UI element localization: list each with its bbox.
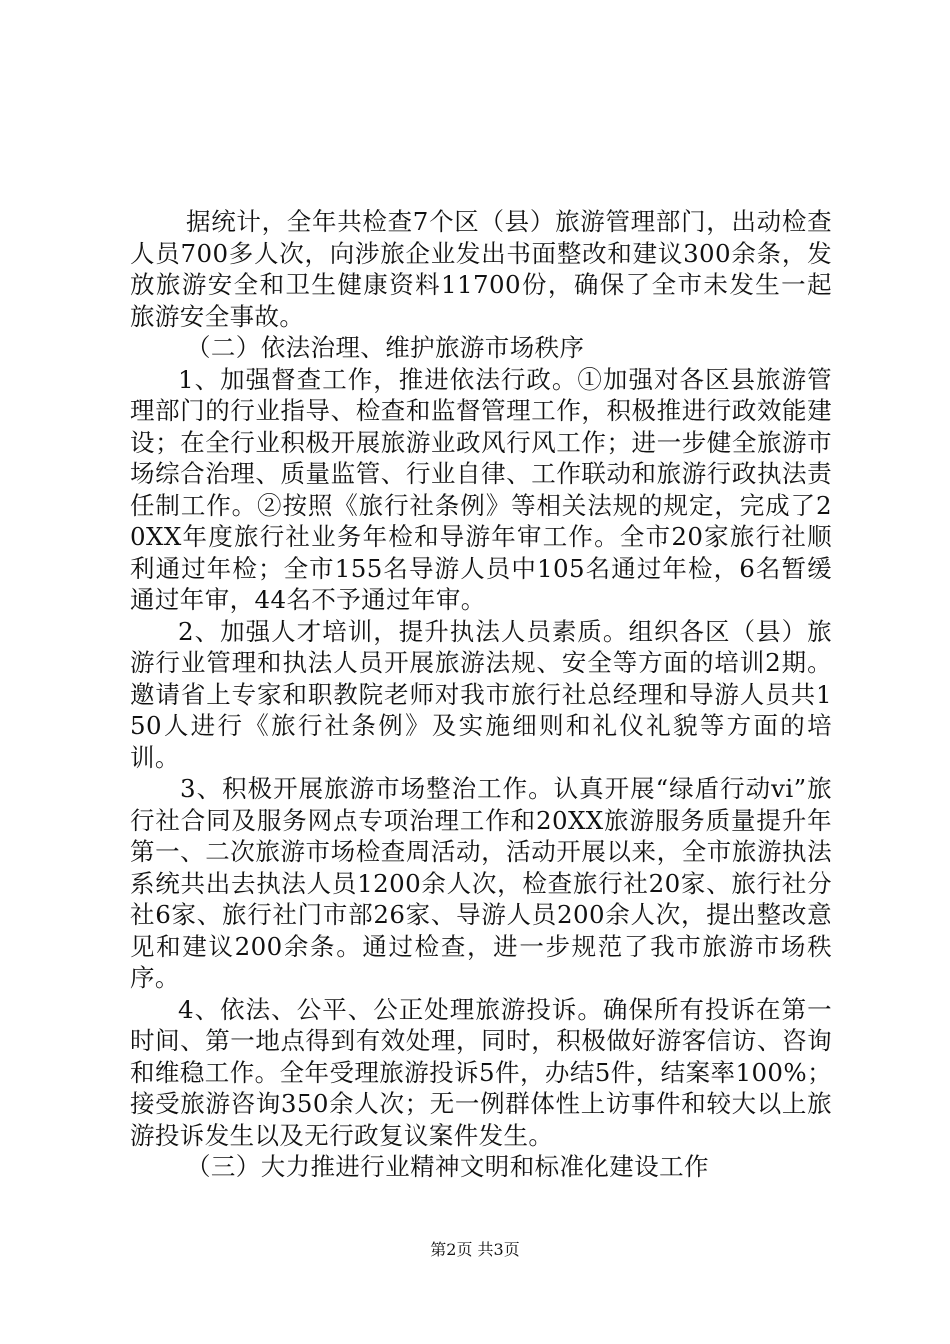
paragraph-item-2: 2、加强人才培训，提升执法人员素质。组织各区（县）旅游行业管理和执法人员开展旅游法规、安全等方面的培训2期。邀请省上专家和职教院老师对我市旅行社总经理和导游人员共150人进行《旅行社条例》及实施细则和礼仪礼貌等方面的培训。 — [130, 616, 832, 772]
document-body — [130, 206, 832, 1183]
paragraph-item-4: 4、依法、公平、公正处理旅游投诉。确保所有投诉在第一时间、第一地点得到有效处理，同时，积极做好游客信访、咨询和维稳工作。全年受理旅游投诉5件，办结5件，结案率100%；接受旅游咨询350余人次；无一例群体性上访事件和较大以上旅游投诉发生以及无行政复议案件发生。 — [130, 994, 832, 1150]
section-heading-3: （三）大力推进行业精神文明和标准化建设工作 — [186, 1152, 709, 1181]
paragraph-inspection-statistics: 据统计，全年共检查7个区（县）旅游管理部门，出动检查人员700多人次，向涉旅企业发出书面整改和建议300余条，发放旅游安全和卫生健康资料11700份，确保了全市未发生一起旅游安全事故。 — [130, 207, 832, 331]
paragraph-item-3: 3、积极开展旅游市场整治工作。认真开展“绿盾行动vi”旅行社合同及服务网点专项治理工作和20XX旅游服务质量提升年第一、二次旅游市场检查周活动，活动开展以来，全市旅游执法系统共出去执法人员1200余人次，检查旅行社20家、旅行社分社6家、旅行社门市部26家、导游人员200余人次，提出整改意见和建议200余条。通过检查，进一步规范了我市旅游市场秩序。 — [130, 774, 832, 992]
page-footer: 第2页 共3页 — [430, 1240, 520, 1259]
section-heading-2: （二）依法治理、维护旅游市场秩序 — [186, 333, 585, 362]
paragraph-item-1: 1、加强督查工作，推进依法行政。①加强对各区县旅游管理部门的行业指导、检查和监督管理工作，积极推进行政效能建设；在全行业积极开展旅游业政风行风工作；进一步健全旅游市场综合治理、质量监管、行业自律、工作联动和旅游行政执法责任制工作。②按照《旅行社条例》等相关法规的规定，完成了20XX年度旅行社业务年检和导游年审工作。全市20家旅行社顺利通过年检；全市155名导游人员中105名通过年检，6名暂缓通过年审，44名不予通过年审。 — [130, 364, 832, 614]
